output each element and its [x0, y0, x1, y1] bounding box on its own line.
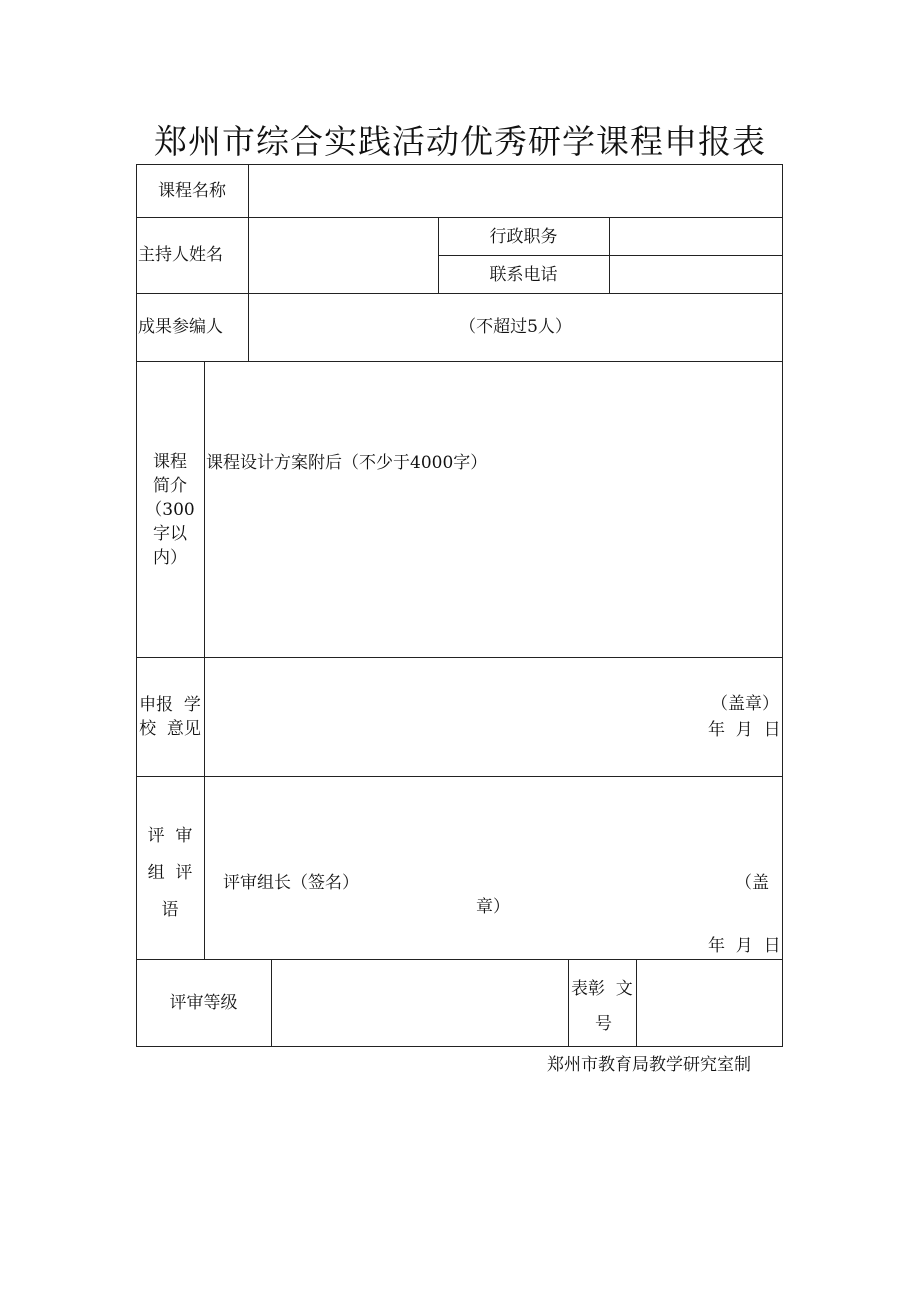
- table-border-bottom: [136, 1046, 783, 1047]
- phone-label: 联系电话: [489, 265, 558, 285]
- footer-issuer: 郑州市教育局教学研究室制: [547, 1055, 751, 1075]
- school-opinion-label-line: 校 意见: [139, 719, 201, 739]
- position-field[interactable]: [610, 218, 782, 255]
- contributors-label: 成果参编人: [138, 317, 223, 337]
- row-divider: [136, 657, 783, 658]
- doc-number-label-line: 号: [595, 1014, 612, 1034]
- host-name-field[interactable]: [249, 218, 438, 293]
- review-leader-signature[interactable]: 评审组长（签名）: [223, 873, 359, 893]
- review-comment-label-line: 语: [161, 900, 179, 920]
- phone-field[interactable]: [610, 256, 782, 293]
- course-name-field[interactable]: [249, 165, 782, 217]
- row-divider: [136, 776, 783, 777]
- row-divider: [136, 361, 783, 362]
- school-date-text: 年 月 日: [708, 720, 781, 740]
- host-name-label: 主持人姓名: [138, 245, 223, 265]
- intro-label-line: 字以: [153, 524, 187, 544]
- position-label: 行政职务: [489, 227, 558, 247]
- review-date-text: 年 月 日: [708, 936, 781, 956]
- intro-field[interactable]: 课程设计方案附后（不少于4000字）: [206, 453, 488, 473]
- intro-label-line: 内）: [153, 548, 187, 568]
- school-opinion-label-line: 申报 学: [139, 695, 201, 715]
- column-divider: [204, 361, 205, 959]
- review-seal-text: 章）: [476, 897, 510, 917]
- intro-label-line: （300: [145, 500, 195, 520]
- review-comment-label-line: 组 评: [147, 863, 193, 883]
- intro-label-line: 课程: [153, 452, 187, 472]
- grade-field[interactable]: [272, 960, 568, 1046]
- row-divider: [136, 293, 783, 294]
- doc-number-field[interactable]: [637, 960, 782, 1046]
- column-divider: [568, 959, 569, 1047]
- course-name-label: 课程名称: [158, 181, 226, 201]
- contributors-field[interactable]: （不超过5人）: [459, 317, 572, 337]
- form-title: 郑州市综合实践活动优秀研学课程申报表: [154, 122, 766, 161]
- intro-label-line: 简介: [153, 476, 187, 496]
- doc-number-label-line: 表彰 文: [571, 979, 633, 999]
- review-comment-label-line: 评 审: [147, 826, 193, 846]
- grade-label: 评审等级: [169, 993, 238, 1013]
- table-border-right: [782, 164, 783, 1047]
- application-form-table: [136, 164, 783, 1047]
- review-seal-text: （盖: [735, 873, 769, 893]
- school-seal-text: （盖章）: [711, 694, 779, 714]
